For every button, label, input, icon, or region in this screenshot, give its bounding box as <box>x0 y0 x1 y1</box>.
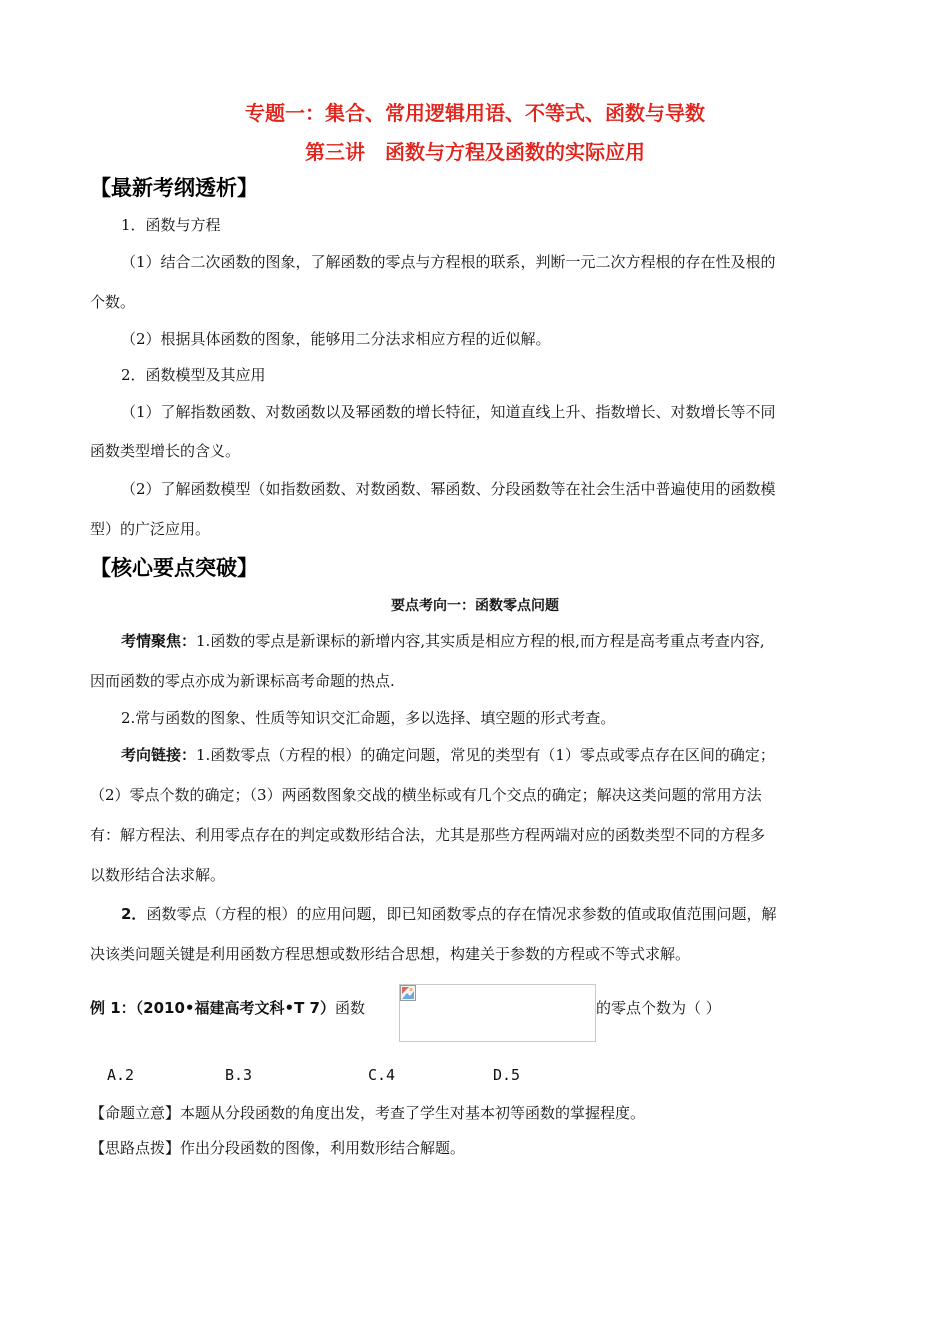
focus-1-line-2: 因而函数的零点亦成为新课标高考命题的热点. <box>90 672 395 690</box>
example-1-prefix <box>90 997 365 1018</box>
item-2: 2．函数模型及其应用 <box>121 366 266 384</box>
section-heading-core: 【核心要点突破】 <box>90 556 258 580</box>
focus-label: 考情聚焦： <box>121 632 197 650</box>
section-heading-syllabus: 【最新考纲透析】 <box>90 176 258 200</box>
focus-1-line-1-text: 1.函数的零点是新课标的新增内容,其实质是相应方程的根,而方程是高考重点考查内容, <box>196 632 765 650</box>
item-2-para-1-line-1: （1）了解指数函数、对数函数以及幂函数的增长特征，知道直线上升、指数增长、对数增长等不同 <box>121 403 776 421</box>
subheading: 要点考向一：函数零点问题 <box>391 598 559 614</box>
item-1-para-1-line-2: 个数。 <box>90 293 136 311</box>
item-1: 1．函数与方程 <box>121 216 221 234</box>
broken-image-icon <box>400 985 416 1001</box>
formula-image-placeholder <box>399 984 596 1042</box>
item-1-para-1-line-1: （1）结合二次函数的图象，了解函数的零点与方程根的联系，判断一元二次方程根的存在性及根的 <box>121 253 776 271</box>
link-2-number: 2． <box>121 905 147 923</box>
link-1-line-3: 有：解方程法、利用零点存在的判定或数形结合法，尤其是那些方程两端对应的函数类型不同的方程多 <box>90 826 766 844</box>
link-1-line-2: （2）零点个数的确定；（3）两函数图象交战的横坐标或有几个交点的确定；解决这类问题的常用方法 <box>90 786 762 804</box>
focus-2: 2.常与函数的图象、性质等知识交汇命题，多以选择、填空题的形式考查。 <box>121 709 616 727</box>
link-2-line-1-text: 函数零点（方程的根）的应用问题，即已知函数零点的存在情况求参数的值或取值范围问题，解 <box>146 905 777 923</box>
link-label: 考向链接： <box>121 746 197 764</box>
hint-text: 【思路点拨】作出分段函数的图像，利用数形结合解题。 <box>90 1139 466 1157</box>
link-line-1 <box>121 744 775 765</box>
option-b: B.3 <box>225 1066 253 1084</box>
intent-text: 【命题立意】本题从分段函数的角度出发，考查了学生对基本初等函数的掌握程度。 <box>90 1104 646 1122</box>
item-2-para-1-line-2: 函数类型增长的含义。 <box>90 442 241 460</box>
link-2-line-1 <box>121 903 776 924</box>
link-1-line-1-text: 1.函数零点（方程的根）的确定问题，常见的类型有（1）零点或零点存在区间的确定； <box>196 746 775 764</box>
link-2-line-2: 决该类问题关键是利用函数方程思想或数形结合思想，构建关于参数的方程或不等式求解。 <box>90 945 691 963</box>
link-1-line-4: 以数形结合法求解。 <box>90 866 226 884</box>
example-1-pre-text: 函数 <box>334 999 365 1017</box>
option-c: C.4 <box>368 1066 396 1084</box>
option-d: D.5 <box>493 1066 521 1084</box>
item-2-para-2-line-1: （2）了解函数模型（如指数函数、对数函数、幂函数、分段函数等在社会生活中普遍使用的函数模 <box>121 480 776 498</box>
option-a: A.2 <box>107 1066 135 1084</box>
title-line-2: 第三讲 函数与方程及函数的实际应用 <box>305 140 645 164</box>
example-1-label: 例 1：（2010•福建高考文科•T 7） <box>90 999 335 1017</box>
item-2-para-2-line-2: 型）的广泛应用。 <box>90 520 211 538</box>
focus-line-1 <box>121 630 765 651</box>
item-1-para-2: （2）根据具体函数的图象，能够用二分法求相应方程的近似解。 <box>121 330 551 348</box>
example-1-post-text: 的零点个数为（ ） <box>596 999 721 1017</box>
title-line-1: 专题一：集合、常用逻辑用语、不等式、函数与导数 <box>245 101 705 125</box>
